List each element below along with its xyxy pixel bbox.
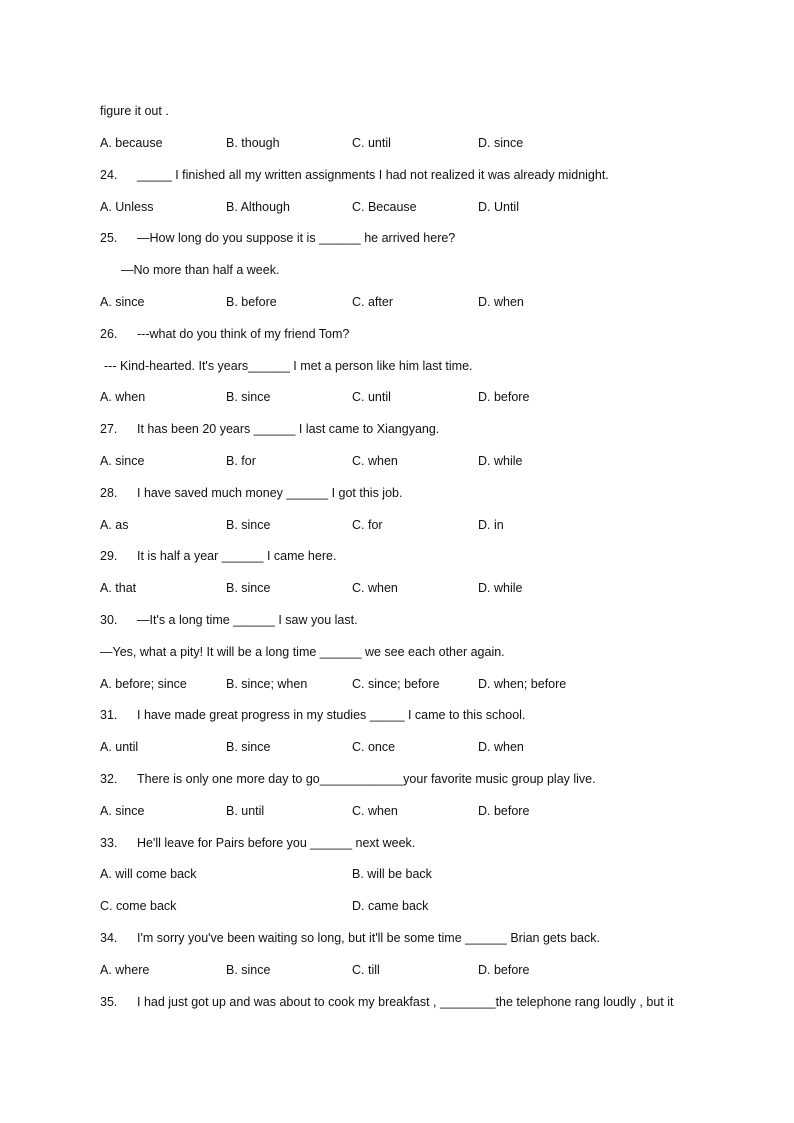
q31-option-b: B. since: [226, 740, 271, 754]
q30-option-d: D. when; before: [478, 677, 567, 691]
question-25: [100, 230, 455, 246]
question-31: [100, 707, 525, 723]
q32-option-b: B. until: [226, 804, 265, 818]
question-text: There is only one more day to go____________your favorite music group play live.: [137, 772, 596, 786]
q33-option-c: C. come back: [100, 899, 177, 913]
question-30: [100, 612, 358, 628]
question-number: 27.: [100, 422, 118, 436]
q28-option-d: D. in: [478, 518, 504, 532]
q27-option-a: A. since: [100, 454, 145, 468]
q34-option-b: B. since: [226, 963, 271, 977]
question-number: 35.: [100, 995, 118, 1009]
q24-option-c: C. Because: [352, 200, 417, 214]
question-29: [100, 548, 336, 564]
q31-option-d: D. when: [478, 740, 524, 754]
q30-option-a: A. before; since: [100, 677, 187, 691]
q25-option-d: D. when: [478, 295, 524, 309]
q34-option-c: C. till: [352, 963, 380, 977]
question-text: —It's a long time ______ I saw you last.: [137, 613, 358, 627]
question-number: 26.: [100, 327, 118, 341]
question-number: 30.: [100, 613, 118, 627]
question-text: —How long do you suppose it is ______ he arrived here?: [137, 231, 456, 245]
question-text: He'll leave for Pairs before you ______ next week.: [137, 836, 416, 850]
question-number: 29.: [100, 549, 118, 563]
question-number: 32.: [100, 772, 118, 786]
q24-option-a: A. Unless: [100, 200, 154, 214]
question-number: 25.: [100, 231, 118, 245]
q29-option-c: C. when: [352, 581, 398, 595]
question-text: It is half a year ______ I came here.: [137, 549, 337, 563]
q25-option-a: A. since: [100, 295, 145, 309]
question-text: I had just got up and was about to cook my breakfast , ________the telephone rang loudly , but it: [137, 995, 674, 1009]
question-27: [100, 421, 439, 437]
q30-option-c: C. since; before: [352, 677, 440, 691]
q32-option-d: D. before: [478, 804, 530, 818]
q26-option-c: C. until: [352, 390, 391, 404]
q29-option-b: B. since: [226, 581, 271, 595]
q31-option-a: A. until: [100, 740, 139, 754]
q34-option-d: D. before: [478, 963, 530, 977]
q25-option-b: B. before: [226, 295, 277, 309]
question-number: 24.: [100, 168, 118, 182]
q33-option-d: D. came back: [352, 899, 429, 913]
question-text: _____ I finished all my written assignments I had not realized it was already midnight.: [137, 168, 609, 182]
question-32: [100, 771, 596, 787]
question-25-reply: —No more than half a week.: [121, 263, 280, 277]
question-text: ---what do you think of my friend Tom?: [137, 327, 350, 341]
q29-option-a: A. that: [100, 581, 137, 595]
question-23-continuation: figure it out .: [100, 104, 169, 118]
question-number: 31.: [100, 708, 118, 722]
q28-option-c: C. for: [352, 518, 383, 532]
question-34: [100, 930, 600, 946]
question-30-reply: —Yes, what a pity! It will be a long time ______ we see each other again.: [100, 645, 505, 659]
question-text: It has been 20 years ______ I last came to Xiangyang.: [137, 422, 440, 436]
question-text: I have saved much money ______ I got this job.: [137, 486, 403, 500]
question-text: I have made great progress in my studies _____ I came to this school.: [137, 708, 526, 722]
question-26: [100, 326, 349, 342]
q26-option-d: D. before: [478, 390, 530, 404]
q23-option-a: A. because: [100, 136, 163, 150]
q25-option-c: C. after: [352, 295, 393, 309]
q27-option-c: C. when: [352, 454, 398, 468]
question-33: [100, 835, 415, 851]
question-26-reply: --- Kind-hearted. It's years______ I met a person like him last time.: [104, 359, 473, 373]
q23-option-c: C. until: [352, 136, 391, 150]
q26-option-b: B. since: [226, 390, 271, 404]
question-number: 33.: [100, 836, 118, 850]
q28-option-b: B. since: [226, 518, 271, 532]
q32-option-c: C. when: [352, 804, 398, 818]
question-text: I'm sorry you've been waiting so long, but it'll be some time ______ Brian gets back.: [137, 931, 600, 945]
question-number: 28.: [100, 486, 118, 500]
q32-option-a: A. since: [100, 804, 145, 818]
q31-option-c: C. once: [352, 740, 396, 754]
question-24: [100, 167, 609, 183]
question-35: [100, 994, 673, 1010]
q33-option-b: B. will be back: [352, 867, 432, 881]
q24-option-b: B. Although: [226, 200, 290, 214]
q26-option-a: A. when: [100, 390, 146, 404]
q29-option-d: D. while: [478, 581, 523, 595]
q23-option-b: B. though: [226, 136, 280, 150]
q27-option-d: D. while: [478, 454, 523, 468]
question-28: [100, 485, 402, 501]
q27-option-b: B. for: [226, 454, 256, 468]
q34-option-a: A. where: [100, 963, 150, 977]
question-number: 34.: [100, 931, 118, 945]
q23-option-d: D. since: [478, 136, 524, 150]
q28-option-a: A. as: [100, 518, 129, 532]
q30-option-b: B. since; when: [226, 677, 308, 691]
q33-option-a: A. will come back: [100, 867, 197, 881]
q24-option-d: D. Until: [478, 200, 519, 214]
